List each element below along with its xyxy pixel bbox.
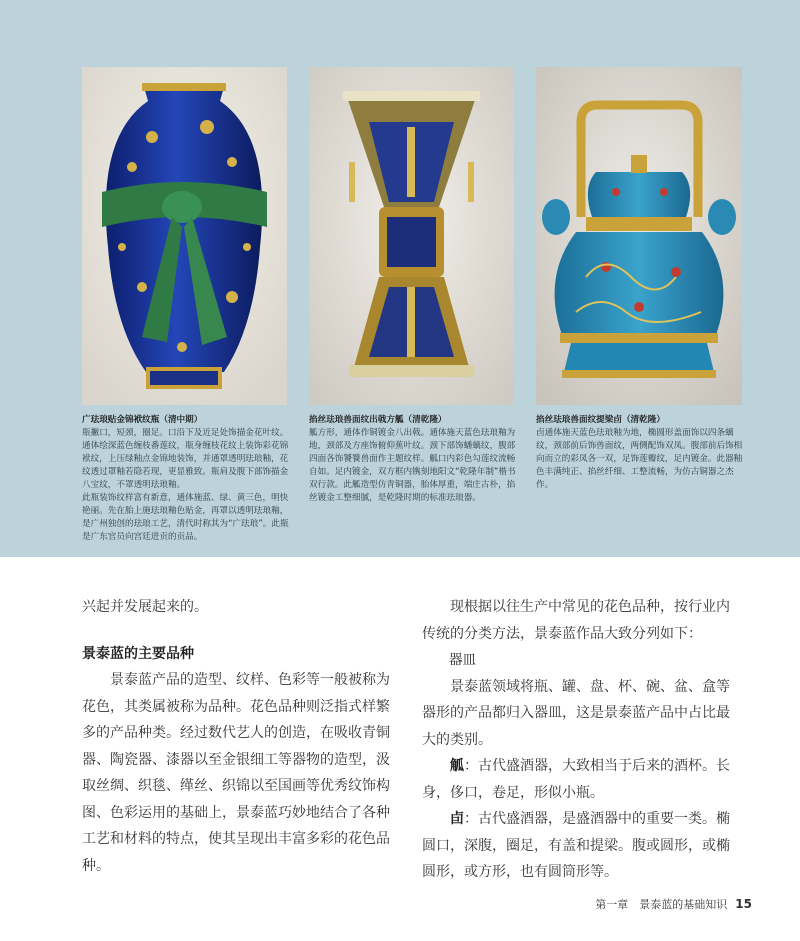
caption-text: 此瓶装饰纹样富有新意，通体施蓝、绿、黄三色，明快艳丽。先在胎上施珐琅釉色贴金，再罩以透明珐琅釉，是广州独创的珐琅工艺，清代时称其为“广珐琅”。此瓶是广东官员向宫廷进贡的贡品。 (82, 493, 289, 542)
definition-term: 卣 (450, 811, 464, 827)
continuation-text: 兴起并发展起来的。 (82, 599, 208, 615)
right-column (422, 594, 742, 886)
caption-title: 掐丝珐琅兽面纹出戟方觚（清乾隆） (309, 415, 447, 425)
chapter-title: 第一章 景泰蓝的基础知识 (595, 898, 728, 911)
you-caption (536, 414, 746, 492)
definition-term: 觚 (450, 758, 464, 774)
caption-title: 掐丝珐琅兽面纹提梁卣（清乾隆） (536, 415, 665, 425)
page-number: 15 (735, 897, 752, 911)
page-footer (595, 896, 752, 912)
left-column (82, 594, 402, 879)
gu-vessel-photo (309, 67, 514, 405)
vase-photo (82, 67, 287, 405)
caption-title: 广珐琅贴金锦袱纹瓶（清中期） (82, 415, 203, 425)
caption-text: 卣通体施天蓝色珐琅釉为地，椭圆形盖面饰以四条螭纹，颈部前后饰兽面纹，两侧配饰双凤。腹部前后饰相向而立的彩凤各一双，足饰莲瓣纹，足内镀金。此器釉色丰满纯正、掐丝纤细、工整流畅，为仿古铜器之杰作。 (536, 428, 743, 490)
intro-paragraph: 现根据以往生产中常见的花色品种，按行业内传统的分类方法，景泰蓝作品大致分列如下： (422, 599, 730, 642)
category-heading: 器皿 (449, 652, 476, 668)
definition-text: ：古代盛酒器，是盛酒器中的重要一类。椭圆口，深腹，圈足，有盖和提梁。腹或圆形，或椭圆形，或方形，也有圆筒形等。 (422, 811, 730, 880)
caption-text: 瓶撇口，短颈，圈足。口沿下及近足处饰描金花叶纹。通体绘深蓝色缠枝番莲纹，瓶身缠枝花纹上装饰彩花锦袱纹，上压绿釉点金锦地装饰，并通罩透明珐琅釉，花纹透过罩釉若隐若现，更显雅致。瓶肩及腹下部饰描金八宝纹，不罩透明珐琅釉。 (82, 428, 289, 490)
body-paragraph: 景泰蓝产品的造型、纹样、色彩等一般被称为花色，其类属被称为品种。花色品种则泛指式样繁多的产品种类。经过数代艺人的创造，在吸收青铜器、陶瓷器、漆器以至金银细工等器物的造型，汲取丝绸、织毯、缂丝、织锦以至国画等优秀纹饰构图、色彩运用的基础上，景泰蓝巧妙地结合了各种工艺和材料的特点，使其呈现出丰富多彩的花色品种。 (82, 672, 390, 874)
you-vessel-photo (536, 67, 742, 405)
section-heading: 景泰蓝的主要品种 (82, 645, 194, 662)
definition-item (422, 753, 742, 806)
definition-text: ：古代盛酒器，大致相当于后来的酒杯。长身，侈口，卷足，形似小瓶。 (422, 758, 730, 801)
gu-caption (309, 414, 519, 505)
body-paragraph: 景泰蓝领域将瓶、罐、盘、杯、碗、盆、盒等器形的产品都归入器皿，这是景泰蓝产品中占比最大的类别。 (422, 678, 730, 748)
caption-text: 觚方形，通体作铜镀金八出戟。通体施天蓝色珐琅釉为地，颈部及方座饰俯仰蕉叶纹。颈下部饰蟠螭纹，腹部四面各饰饕餮兽面作主题纹样。觚口内彩色勾莲纹流畅自如。足内镀金，双方框内镌刻地阳文“乾隆年制”楷书双行款。此觚造型仿青铜器，胎体厚重，端庄古朴，掐丝镀金工整细腻，是乾隆时期的标准珐琅器。 (309, 428, 516, 503)
vase-caption (82, 414, 292, 544)
definition-item (422, 806, 742, 886)
